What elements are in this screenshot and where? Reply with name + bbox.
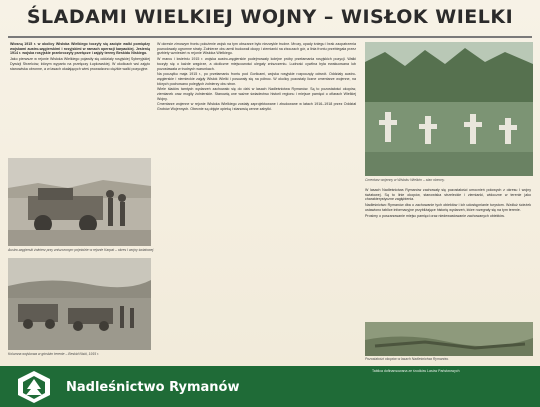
- photo-caption: Kolumna wojskowa w górskim terenie – Beskid Niski, 1915 r.: [8, 352, 100, 356]
- photo-caption: Austro-węgierski żołnierz przy zniszczonym pojeździe w rejonie Karpat – okres I wojny światowej.: [8, 248, 155, 252]
- photo-caption: Cmentarz wojenny w Wisłoku Wielkim – stan obecny.: [365, 178, 445, 182]
- body-paragraph: Prosimy o poszanowanie miejsc pamięci oraz niedewastowanie zachowanych obiektów.: [365, 213, 505, 218]
- historic-photo-column: [8, 258, 151, 350]
- body-paragraph: Jako pierwsze w rejonie Wisłoka Wielkiego pojawiły się oddziały rosyjskiej Syberyjskiej Dywizji Strzelców, którym wyparto na przełęczy Łupkowskiej. W okolicach wsi zajęto stanowiska obronne, a w lasach okalających wieś prowadzono ciężkie walki pozycyjne.: [10, 57, 150, 71]
- photo-cemetery: [365, 42, 533, 176]
- historic-photo-vehicle: [8, 158, 151, 246]
- body-paragraph: W lasach Nadleśnictwa Rymanów zachowały się pozostałości umocnień polowych z okresu I wojny światowej. Są to linie okopów, stanowiska strzeleckie i ziemianki, widoczne w terenie jako charakterystyczne zagłębienia.: [365, 188, 531, 202]
- body-paragraph: Nadleśnictwo Rymanów dba o zachowanie tych obiektów i ich udostępnianie turystom. Wzdłuż ścieżek ustawiono tablice informacyjne przybliżające historię wydarzeń, które rozegrały się na tym terenie.: [365, 203, 531, 212]
- intro-paragraph: Wiosną 1915 r. w okolicy Wisłoka Wielkiego toczyły się zacięte walki pomiędzy wojskami austro-węgierskimi i rosyjskimi w ramach operacji karpackiej. Jesienią 1914 r. wojska rosyjskie przekroczyły przełęcze i zajęły tereny Beskidu Niskiego.: [10, 42, 150, 56]
- text-column-left: [10, 42, 150, 152]
- body-paragraph: Wiele śladów tamtych wydarzeń zachowało się do dziś w lasach Nadleśnictwa Rymanów. Są to pozostałości okopów, ziemianek oraz mogiły żołnierskie. Stanowią one ważne świadectwo historii regionu i miejsce pamięci o ofiarach Wielkiej Wojny.: [157, 87, 356, 101]
- text-column-right: [365, 188, 531, 322]
- body-paragraph: W marcu i kwietniu 1915 r. wojska austro-węgierskie podejmowały kolejne próby przełamania rosyjskich pozycji. Walki toczyły się o każde wzgórze, a okoliczne miejscowości ulegały zniszczeniu. Ludność cywilna była ewakuowana lub pozostawała w trudnych warunkach.: [157, 57, 356, 71]
- page-title: ŚLADAMI WIELKIEJ WOJNY – WISŁOK WIELKI: [26, 6, 514, 28]
- text-column-middle: [157, 42, 356, 368]
- body-paragraph: Cmentarze wojenne w rejonie Wisłoka Wielkiego zostały zaprojektowane i zbudowane w latach 1916–1918 przez Oddział Grobów Wojennych. Obecnie są objęte opieką i stanowią cenne zabytki.: [157, 102, 356, 112]
- footer-title: Nadleśnictwo Rymanów: [66, 380, 240, 395]
- body-paragraph: W okresie zimowym frontu położenie wojsk na tym obszarze było niezwykle trudne. Mrozy, opady śniegu i brak zaopatrzenia powodowały ogromne straty. Żołnierze obu armii budowali okopy i ziemianki na zboczach gór, a linia frontu przebiegała przez grzbiety wzniesień w rejonie Wisłoka Wielkiego.: [157, 42, 356, 56]
- photo-trenches: [365, 322, 533, 356]
- footer-note: Tablica dofinansowana ze środków Lasów Państwowych: [372, 369, 460, 373]
- lasy-panstwowe-logo-icon: [14, 369, 54, 405]
- title-divider: [8, 36, 532, 38]
- body-paragraph: Na początku maja 1915 r., po przełamaniu frontu pod Gorlicami, wojska rosyjskie rozpoczęły odwrót. Oddziały austro-węgierskie i niemieckie zajęły Wisłok Wielki i posuwały się na północ. W okolicy pozostały liczne cmentarze wojenne, na których pochowano poległych żołnierzy obu stron.: [157, 72, 356, 86]
- photo-caption: Pozostałości okopów w lasach Nadleśnictwa Rymanów.: [365, 357, 449, 361]
